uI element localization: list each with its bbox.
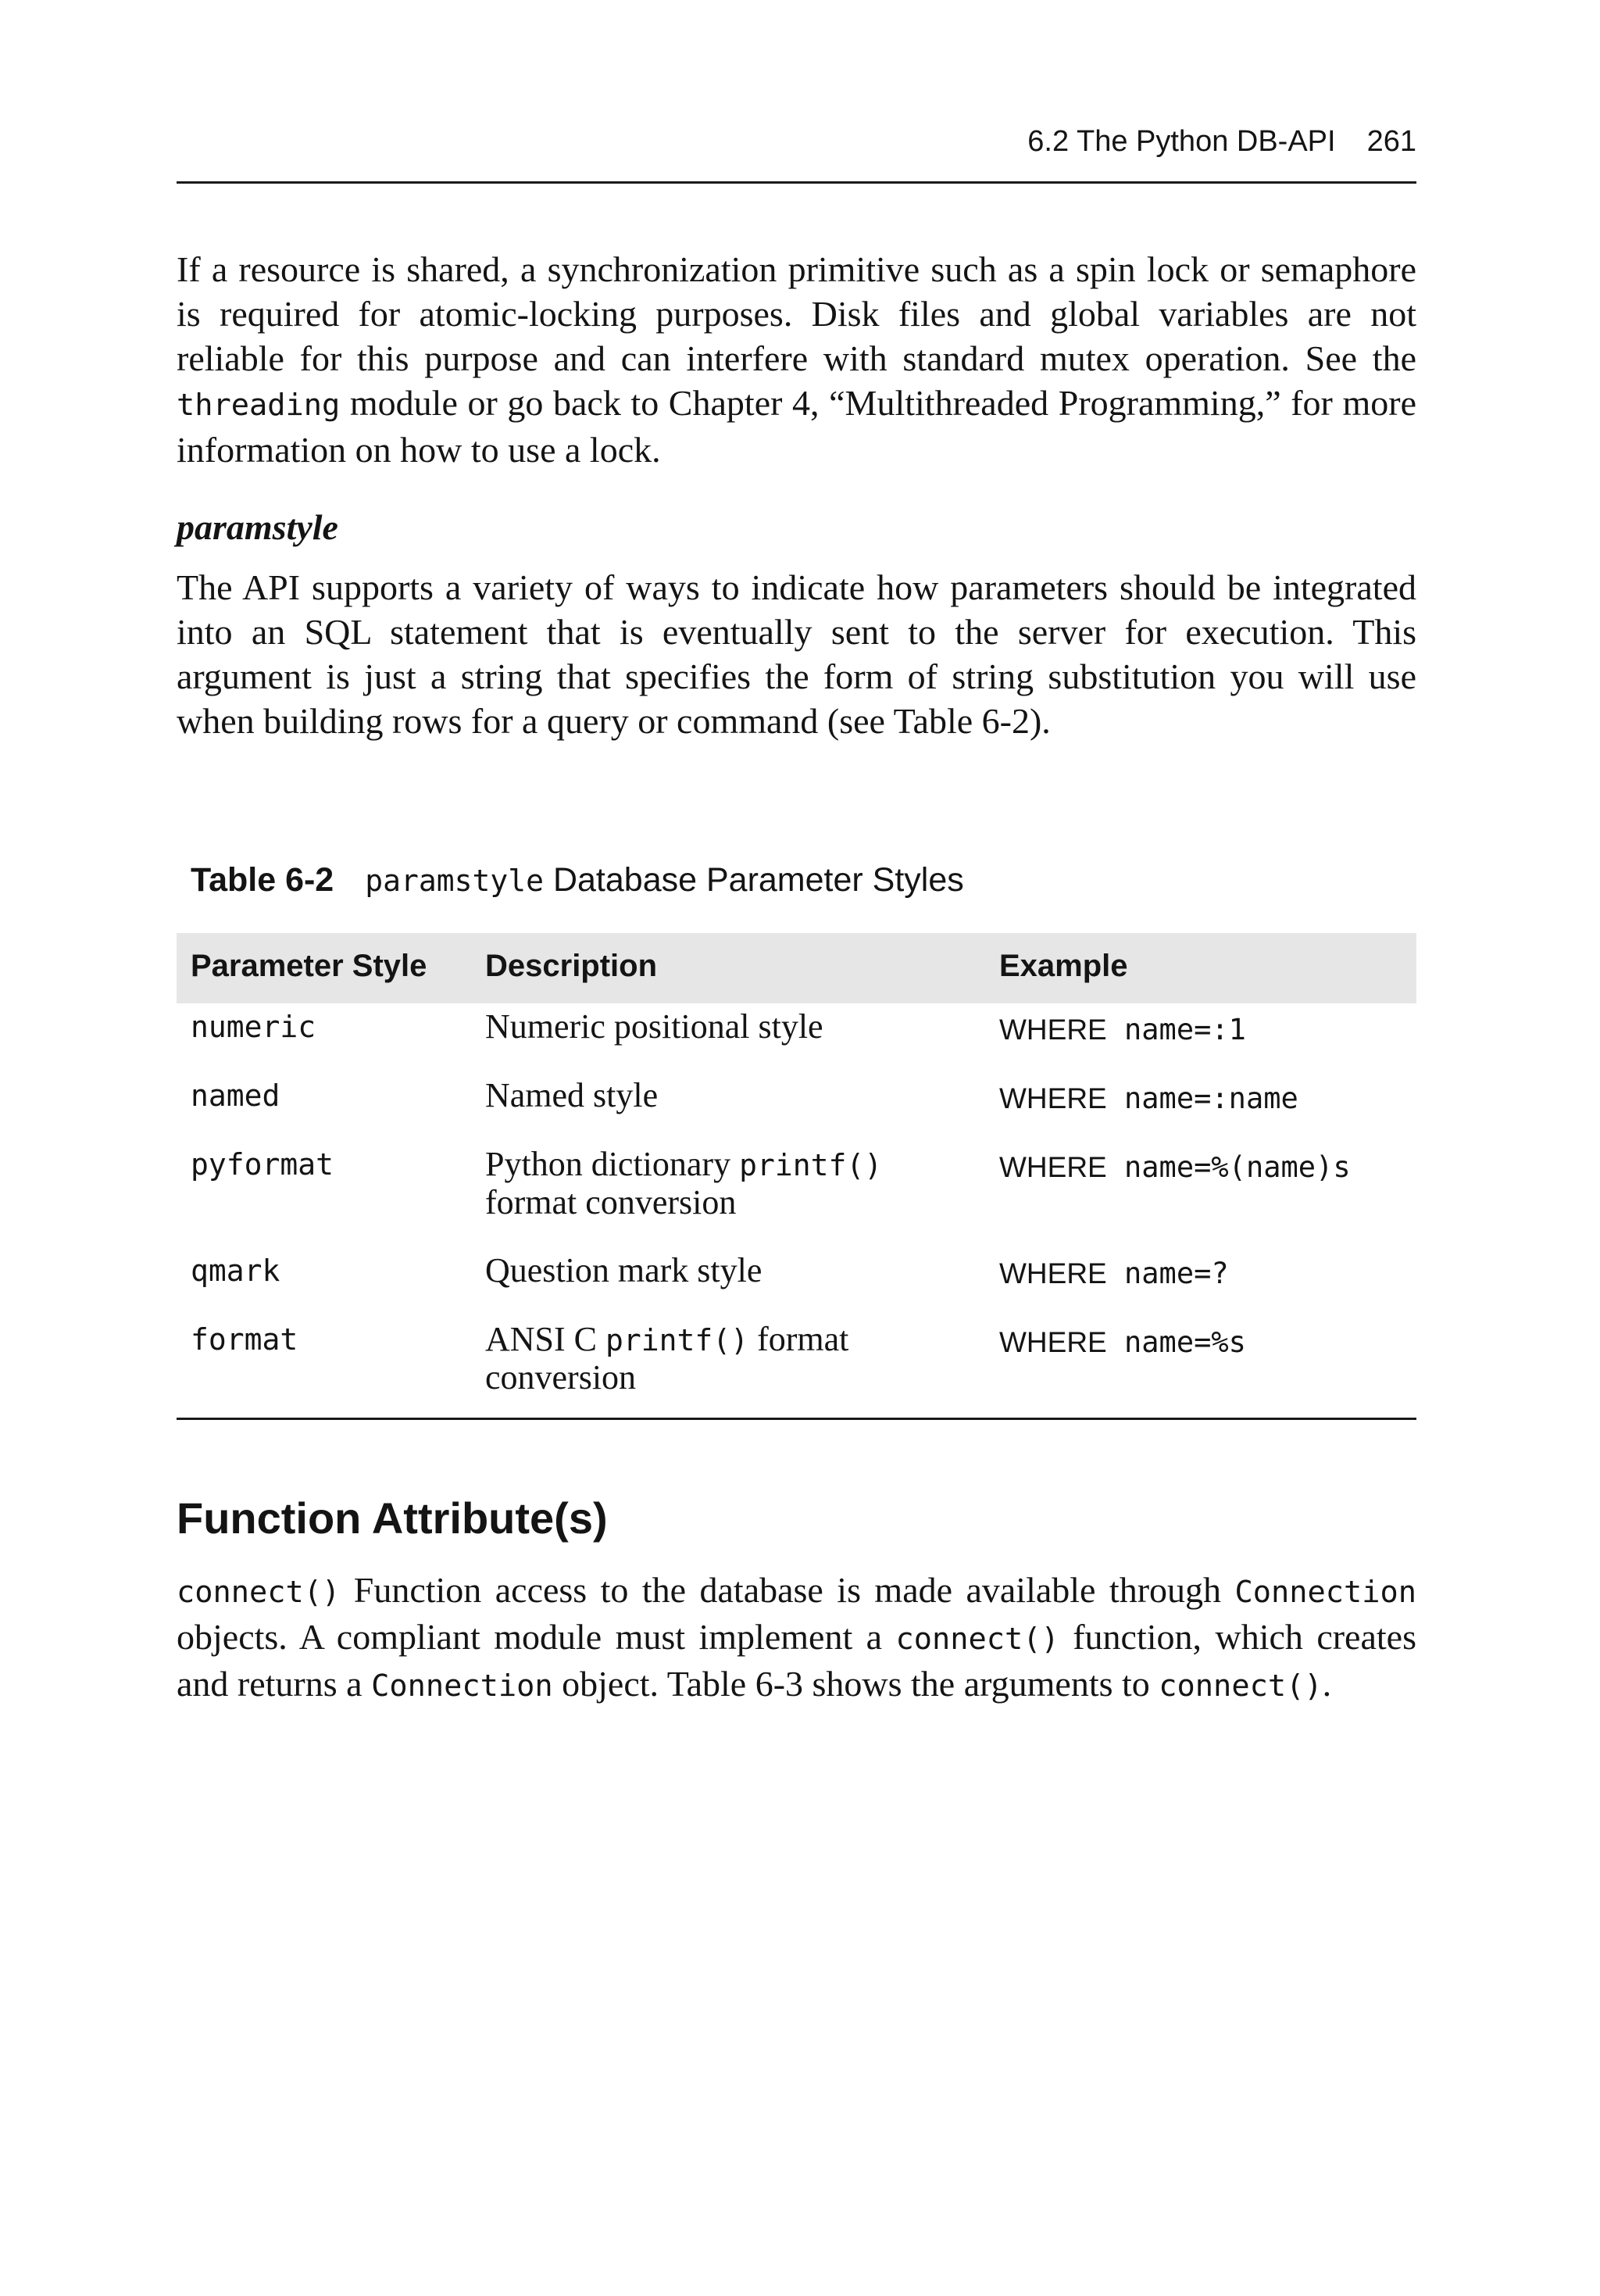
row-example [999,1316,1246,1361]
desc-code: printf() [739,1148,883,1182]
desc-text: Named style [485,1076,659,1114]
table-caption-text: Database Parameter Styles [552,861,964,899]
row-description [485,1247,954,1289]
table-row [177,1072,1416,1141]
row-style: format [191,1322,298,1357]
table-row [177,1141,1416,1247]
row-style: qmark [191,1254,280,1288]
body-text: object. Table 6-3 shows the arguments to [552,1664,1159,1704]
body-text: Function access to the database is made available through [340,1570,1235,1610]
paramstyle-table [177,933,1416,1420]
desc-code: printf() [605,1323,749,1357]
example-keyword: WHERE [999,1082,1107,1114]
row-example [999,1072,1298,1118]
table-row [177,1247,1416,1316]
desc-text: ANSI C [485,1320,606,1358]
code-connection: Connection [1234,1575,1416,1610]
paramstyle-paragraph: The API supports a variety of ways to indicate how parameters should be integrated into an SQL statement that is eventually sent to the server for execution. This argument is just a string that specifies the form of string substitution you will use when building rows for a query or command (see Table 6-2). [177,567,1416,741]
function-attributes-heading: Function Attribute(s) [177,1493,608,1543]
table-row [177,1003,1416,1072]
code-connection: Connection [371,1668,553,1704]
example-code: name=%(name)s [1106,1150,1351,1184]
row-description [485,1072,954,1114]
row-example [999,1247,1229,1293]
desc-text-continued: format conversion [485,1183,737,1221]
desc-text-continued: format conversion [485,1320,849,1397]
page-number: 261 [1366,125,1416,158]
row-style: numeric [191,1010,316,1044]
row-description [485,1316,954,1397]
book-page [177,0,1416,2296]
code-connect: connect() [895,1622,1059,1657]
row-description [485,1141,954,1221]
intro-code-threading: threading [177,388,341,423]
example-code: name=:name [1106,1082,1298,1115]
header-parameter-style: Parameter Style [191,949,427,983]
example-keyword: WHERE [999,1326,1107,1358]
table-caption [191,861,964,899]
row-example [999,1003,1246,1049]
table-caption-code: paramstyle [365,864,544,898]
row-style: pyformat [191,1147,334,1182]
paramstyle-heading: paramstyle [177,507,338,547]
function-attributes-paragraph [177,1568,1416,1708]
desc-text: Python dictionary [485,1145,740,1183]
example-keyword: WHERE [999,1151,1107,1183]
running-head-line [1027,125,1416,159]
row-description [485,1003,954,1046]
header-description: Description [485,949,658,983]
example-code: name=%s [1106,1325,1246,1359]
desc-text: Question mark style [485,1251,762,1289]
intro-paragraph [177,247,1416,472]
example-keyword: WHERE [999,1257,1107,1289]
body-text: objects. A compliant module must implement a [177,1617,896,1657]
desc-text: Numeric positional style [485,1007,823,1046]
code-connect: connect() [1159,1668,1323,1704]
example-code: name=? [1106,1257,1229,1290]
row-example [999,1141,1351,1186]
running-head: 6.2 The Python DB-API [1027,125,1336,158]
page-header [177,117,1416,184]
intro-text-1: If a resource is shared, a synchronization primitive such as a spin lock or semaphore is required for atomic-locking purposes. Disk files and global variables are not reliable for this purpose and can interfere with standard mutex operation. See the [177,249,1416,378]
body-text: . [1322,1664,1332,1704]
row-style: named [191,1078,280,1113]
body-text: function, which creates and returns a [177,1617,1416,1704]
code-connect: connect() [177,1575,341,1610]
header-example: Example [999,949,1128,983]
intro-text-2: module or go back to Chapter 4, “Multithreaded Programming,” for more information on how to use a lock. [177,383,1416,470]
table-caption-label: Table 6-2 [191,861,334,899]
table-header-row [177,933,1416,1003]
example-keyword: WHERE [999,1014,1107,1046]
example-code: name=:1 [1106,1013,1246,1046]
table-row [177,1316,1416,1418]
